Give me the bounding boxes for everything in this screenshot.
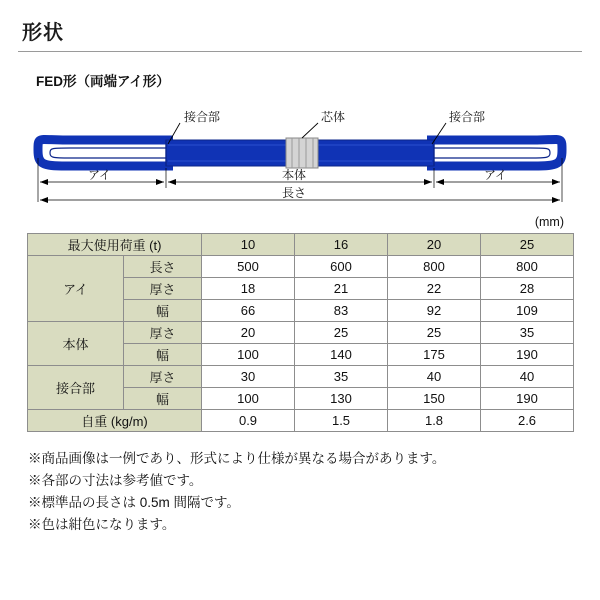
title-divider xyxy=(18,51,582,52)
row-label-eye-width: 幅 xyxy=(124,300,202,322)
cell-body-width-2: 175 xyxy=(388,344,481,366)
header-load-label: 最大使用荷重 (t) xyxy=(28,234,202,256)
left-eye-shape xyxy=(35,139,173,166)
table-row xyxy=(28,366,574,388)
spec-table xyxy=(27,233,574,432)
cell-eye-length-2: 800 xyxy=(388,256,481,278)
cell-body-width-0: 100 xyxy=(202,344,295,366)
header-col-1: 16 xyxy=(295,234,388,256)
cell-joint-width-3: 190 xyxy=(481,388,574,410)
page-title: 形状 xyxy=(22,22,64,44)
cell-body-thickness-0: 20 xyxy=(202,322,295,344)
header-col-0: 10 xyxy=(202,234,295,256)
cell-joint-thickness-1: 35 xyxy=(295,366,388,388)
cell-eye-length-0: 500 xyxy=(202,256,295,278)
note-item: ※色は紺色になります。 xyxy=(28,516,176,532)
label-core: 芯体 xyxy=(321,110,346,124)
cell-eye-thickness-3: 28 xyxy=(481,278,574,300)
row-label-joint-thickness: 厚さ xyxy=(124,366,202,388)
cell-body-width-3: 190 xyxy=(481,344,574,366)
row-label-eye-thickness: 厚さ xyxy=(124,278,202,300)
note-item: ※商品画像は一例であり、形式により仕様が異なる場合があります。 xyxy=(28,451,446,466)
group-label-joint: 接合部 xyxy=(28,366,124,410)
row-label-body-thickness: 厚さ xyxy=(124,322,202,344)
diagram-subtitle: FED形（両端アイ形） xyxy=(36,74,170,89)
row-label-weight: 自重 (kg/m) xyxy=(28,410,202,432)
table-row xyxy=(28,410,574,432)
cell-joint-width-0: 100 xyxy=(202,388,295,410)
cell-joint-thickness-3: 40 xyxy=(481,366,574,388)
cell-weight-2: 1.8 xyxy=(388,410,481,432)
cell-joint-width-2: 150 xyxy=(388,388,481,410)
note-item: ※各部の寸法は参考値です。 xyxy=(28,472,203,488)
cell-weight-0: 0.9 xyxy=(202,410,295,432)
label-joint-left: 接合部 xyxy=(184,110,221,124)
sling-diagram xyxy=(18,98,582,213)
cell-eye-width-1: 83 xyxy=(295,300,388,322)
cell-joint-width-1: 130 xyxy=(295,388,388,410)
note-item: ※標準品の長さは 0.5m 間隔です。 xyxy=(28,494,240,510)
label-total-length: 長さ xyxy=(282,186,307,200)
table-header-row xyxy=(28,234,574,256)
table-row xyxy=(28,322,574,344)
row-label-eye-length: 長さ xyxy=(124,256,202,278)
cell-joint-thickness-0: 30 xyxy=(202,366,295,388)
cell-joint-thickness-2: 40 xyxy=(388,366,481,388)
cell-eye-width-2: 92 xyxy=(388,300,481,322)
cell-weight-3: 2.6 xyxy=(481,410,574,432)
header-col-3: 25 xyxy=(481,234,574,256)
label-body: 本体 xyxy=(282,168,307,182)
label-joint-right: 接合部 xyxy=(449,110,486,124)
cell-body-thickness-2: 25 xyxy=(388,322,481,344)
cell-body-width-1: 140 xyxy=(295,344,388,366)
cell-eye-thickness-2: 22 xyxy=(388,278,481,300)
group-label-body: 本体 xyxy=(28,322,124,366)
label-eye-right: アイ xyxy=(484,168,507,182)
header-col-2: 20 xyxy=(388,234,481,256)
label-eye-left: アイ xyxy=(88,168,111,182)
cell-eye-length-3: 800 xyxy=(481,256,574,278)
table-row xyxy=(28,256,574,278)
row-label-joint-width: 幅 xyxy=(124,388,202,410)
cell-eye-width-0: 66 xyxy=(202,300,295,322)
cell-body-thickness-1: 25 xyxy=(295,322,388,344)
right-eye-shape xyxy=(427,139,562,166)
core-sleeve xyxy=(286,138,318,168)
row-label-body-width: 幅 xyxy=(124,344,202,366)
cell-eye-thickness-1: 21 xyxy=(295,278,388,300)
cell-body-thickness-3: 35 xyxy=(481,322,574,344)
group-label-eye: アイ xyxy=(28,256,124,322)
notes-list xyxy=(28,448,582,535)
cell-eye-width-3: 109 xyxy=(481,300,574,322)
cell-weight-1: 1.5 xyxy=(295,410,388,432)
cell-eye-length-1: 600 xyxy=(295,256,388,278)
sling-diagram-svg xyxy=(18,98,582,213)
unit-label: (mm) xyxy=(534,215,564,229)
cell-eye-thickness-0: 18 xyxy=(202,278,295,300)
